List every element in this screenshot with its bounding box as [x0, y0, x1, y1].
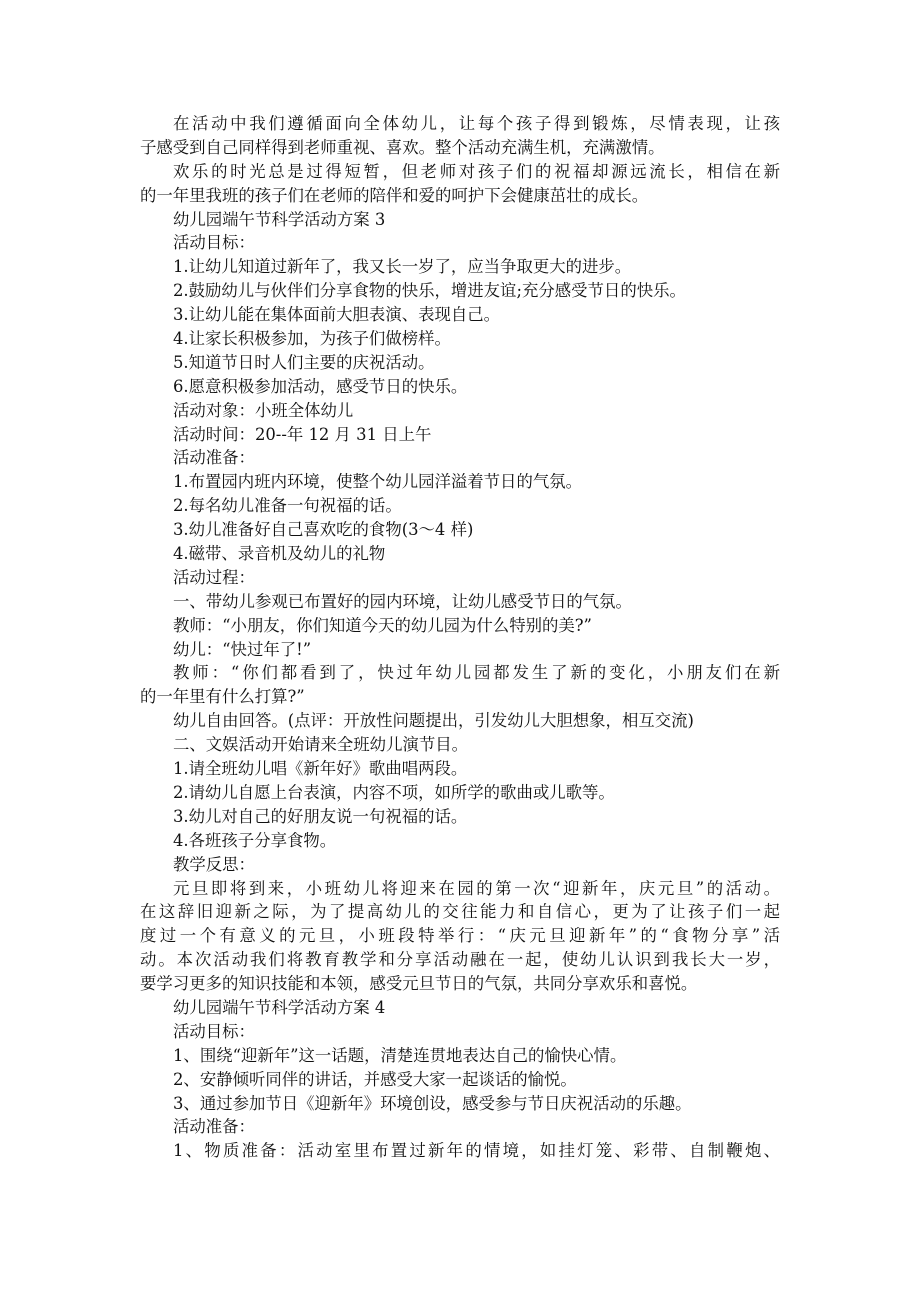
text-line: 欢乐的时光总是过得短暂，但老师对孩子们的祝福却源远流长，相信在新	[173, 161, 780, 181]
text-line: 3.幼儿对自己的好朋友说一句祝福的话。	[173, 806, 468, 826]
text-line: 元旦即将到来，小班幼儿将迎来在园的第一次“迎新年，庆元旦”的活动。	[173, 878, 780, 898]
text-line: 2、安静倾听同伴的讲话，并感受大家一起谈话的愉悦。	[173, 1069, 577, 1089]
text-line: 幼儿园端午节科学活动方案 4	[173, 997, 386, 1017]
text-line: 4.让家长积极参加，为孩子们做榜样。	[173, 329, 451, 349]
text-line: 的一年里有什么打算?”	[140, 687, 305, 707]
text-line: 动。本次活动我们将教育教学和分享活动融在一起，使幼儿认识到我长大一岁，	[140, 950, 780, 970]
text-line: 活动准备：	[173, 1117, 255, 1137]
text-line: 活动目标：	[173, 1021, 255, 1041]
text-line: 4.磁带、录音机及幼儿的礼物	[173, 544, 386, 564]
text-line: 3.幼儿准备好自己喜欢吃的食物(3～4 样)	[173, 520, 474, 540]
text-line: 子感受到自己同样得到老师重视、喜欢。整个活动充满生机，充满激情。	[140, 137, 665, 157]
text-line: 幼儿园端午节科学活动方案 3	[173, 209, 386, 229]
text-line: 幼儿：“快过年了!”	[173, 639, 312, 659]
text-line: 活动对象：小班全体幼儿	[173, 400, 354, 420]
text-line: 3、通过参加节日《迎新年》环境创设，感受参与节日庆祝活动的乐趣。	[173, 1093, 692, 1113]
text-line: 活动目标：	[173, 233, 255, 253]
text-line: 1.请全班幼儿唱《新年好》歌曲唱两段。	[173, 759, 468, 779]
text-line: 5.知道节日时人们主要的庆祝活动。	[173, 352, 435, 372]
text-line: 6.愿意积极参加活动，感受节日的快乐。	[173, 376, 468, 396]
text-line: 幼儿自由回答。(点评：开放性问题提出，引发幼儿大胆想象，相互交流)	[173, 711, 694, 731]
text-line: 1、物质准备：活动室里布置过新年的情境，如挂灯笼、彩带、自制鞭炮、	[173, 1141, 780, 1161]
text-line: 一、带幼儿参观已布置好的园内环境，让幼儿感受节日的气氛。	[173, 591, 632, 611]
text-line: 教师：“你们都看到了，快过年幼儿园都发生了新的变化，小朋友们在新	[173, 663, 780, 683]
text-line: 1、围绕“迎新年”这一话题，清楚连贯地表达自己的愉快心情。	[173, 1045, 627, 1065]
text-line: 在这辞旧迎新之际，为了提高幼儿的交往能力和自信心，更为了让孩子们一起	[140, 902, 780, 922]
text-line: 1.布置园内班内环境，使整个幼儿园洋溢着节日的气氛。	[173, 472, 583, 492]
text-line: 度过一个有意义的元旦，小班段特举行：“庆元旦迎新年”的“食物分享”活	[140, 926, 780, 946]
text-line: 3.让幼儿能在集体面前大胆表演、表现自己。	[173, 305, 501, 325]
text-line: 活动过程：	[173, 567, 255, 587]
text-line: 4.各班孩子分享食物。	[173, 830, 337, 850]
text-line: 教学反思：	[173, 854, 255, 874]
text-line: 的一年里我班的孩子们在老师的陪伴和爱的呵护下会健康茁壮的成长。	[140, 185, 649, 205]
text-line: 二、文娱活动开始请来全班幼儿演节目。	[173, 735, 469, 755]
text-line: 在活动中我们遵循面向全体幼儿，让每个孩子得到锻炼，尽情表现，让孩	[173, 114, 780, 133]
document-body	[140, 112, 780, 1163]
text-line: 2.请幼儿自愿上台表演，内容不项，如所学的歌曲或儿歌等。	[173, 782, 615, 802]
text-line: 活动时间：20--年 12 月 31 日上午	[173, 424, 432, 444]
text-line: 活动准备：	[173, 448, 255, 468]
text-line: 2.鼓励幼儿与伙伴们分享食物的快乐，增进友谊;充分感受节日的快乐。	[173, 281, 686, 301]
text-line: 1.让幼儿知道过新年了，我又长一岁了，应当争取更大的进步。	[173, 257, 632, 277]
text-line: 教师：“小朋友，你们知道今天的幼儿园为什么特别的美?”	[173, 615, 592, 635]
text-line: 2.每名幼儿准备一句祝福的话。	[173, 496, 402, 516]
text-line: 要学习更多的知识技能和本领，感受元旦节日的气氛，共同分享欢乐和喜悦。	[140, 974, 698, 994]
